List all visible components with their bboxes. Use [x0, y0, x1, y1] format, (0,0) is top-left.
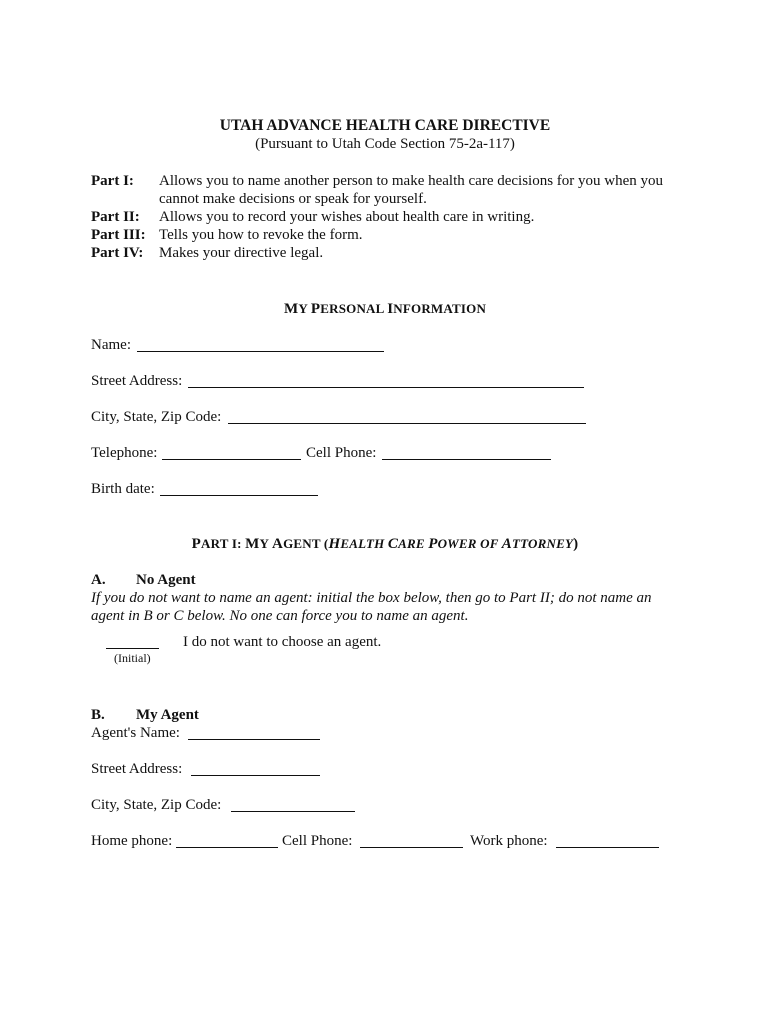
street-address-field[interactable] [188, 387, 584, 388]
telephone-label: Telephone: [91, 445, 158, 461]
heading-letter: I [387, 301, 394, 317]
part-1-label: Part I: [91, 173, 134, 189]
agent-cell-phone-label: Cell Phone: [282, 833, 353, 849]
heading-letter: A [501, 536, 512, 552]
heading-text: Y [298, 301, 311, 316]
name-field[interactable] [137, 351, 384, 352]
heading-text: ) [573, 536, 579, 552]
agent-cell-phone-field[interactable] [360, 847, 463, 848]
document-title: UTAH ADVANCE HEALTH CARE DIRECTIVE [219, 117, 551, 134]
section-a-instruction-line-1: If you do not want to name an agent: initial the box below, then go to Part II; do not name an [91, 590, 652, 606]
heading-letter: M [283, 301, 299, 317]
document-subtitle: (Pursuant to Utah Code Section 75-2a-117) [255, 136, 515, 152]
agent-city-label: City, State, Zip Code: [91, 797, 222, 813]
section-a-title: No Agent [136, 572, 196, 588]
heading-letter: A [272, 536, 284, 552]
initial-label: (Initial) [114, 651, 151, 665]
heading-letter: M [245, 536, 260, 552]
initial-field[interactable] [106, 648, 159, 649]
part-4-desc: Makes your directive legal. [159, 245, 324, 261]
heading-letter: P [310, 301, 321, 317]
part-4-label: Part IV: [91, 245, 144, 261]
heading-letter: C [387, 536, 399, 552]
heading-text: ART I: [201, 536, 246, 551]
home-phone-field[interactable] [176, 847, 278, 848]
personal-info-heading [0, 301, 770, 318]
telephone-field[interactable] [162, 459, 301, 460]
agent-street-field[interactable] [191, 775, 320, 776]
birth-date-field[interactable] [160, 495, 318, 496]
heading-letter: P [191, 536, 202, 552]
cell-phone-field[interactable] [382, 459, 551, 460]
heading-text: TTORNEY [512, 536, 574, 551]
heading-text: OWER OF [437, 536, 502, 551]
heading-text: EALTH [340, 536, 388, 551]
section-b-title: My Agent [136, 707, 199, 723]
part-1-heading [0, 536, 770, 553]
work-phone-label: Work phone: [470, 833, 548, 849]
part-2-desc: Allows you to record your wishes about health care in writing. [159, 209, 535, 225]
heading-letter: H [328, 536, 341, 552]
city-state-zip-field[interactable] [228, 423, 586, 424]
part-2-label: Part II: [91, 209, 140, 225]
heading-text: Y [259, 536, 273, 551]
name-label: Name: [91, 337, 131, 353]
section-a-letter: A. [91, 572, 106, 588]
part-1-desc-line-2: cannot make decisions or speak for yourself. [159, 191, 427, 207]
part-1-desc-line-1: Allows you to name another person to make health care decisions for you when you [159, 173, 664, 189]
heading-text: NFORMATION [393, 301, 487, 316]
section-b-letter: B. [91, 707, 105, 723]
home-phone-label: Home phone: [91, 833, 173, 849]
agent-city-field[interactable] [231, 811, 355, 812]
agent-street-label: Street Address: [91, 761, 183, 777]
section-a-instruction-line-2: agent in B or C below. No one can force you to name an agent. [91, 608, 469, 624]
part-3-label: Part III: [91, 227, 146, 243]
heading-text: ERSONAL [320, 301, 388, 316]
no-agent-choice-text: I do not want to choose an agent. [183, 634, 382, 650]
agent-name-field[interactable] [188, 739, 320, 740]
birth-date-label: Birth date: [91, 481, 155, 497]
work-phone-field[interactable] [556, 847, 659, 848]
part-3-desc: Tells you how to revoke the form. [159, 227, 363, 243]
cell-phone-label: Cell Phone: [306, 445, 377, 461]
street-address-label: Street Address: [91, 373, 183, 389]
agent-name-label: Agent's Name: [91, 725, 180, 741]
heading-letter: P [428, 536, 438, 552]
heading-text: ARE [398, 536, 429, 551]
city-state-zip-label: City, State, Zip Code: [91, 409, 222, 425]
heading-text: GENT ( [283, 536, 329, 551]
